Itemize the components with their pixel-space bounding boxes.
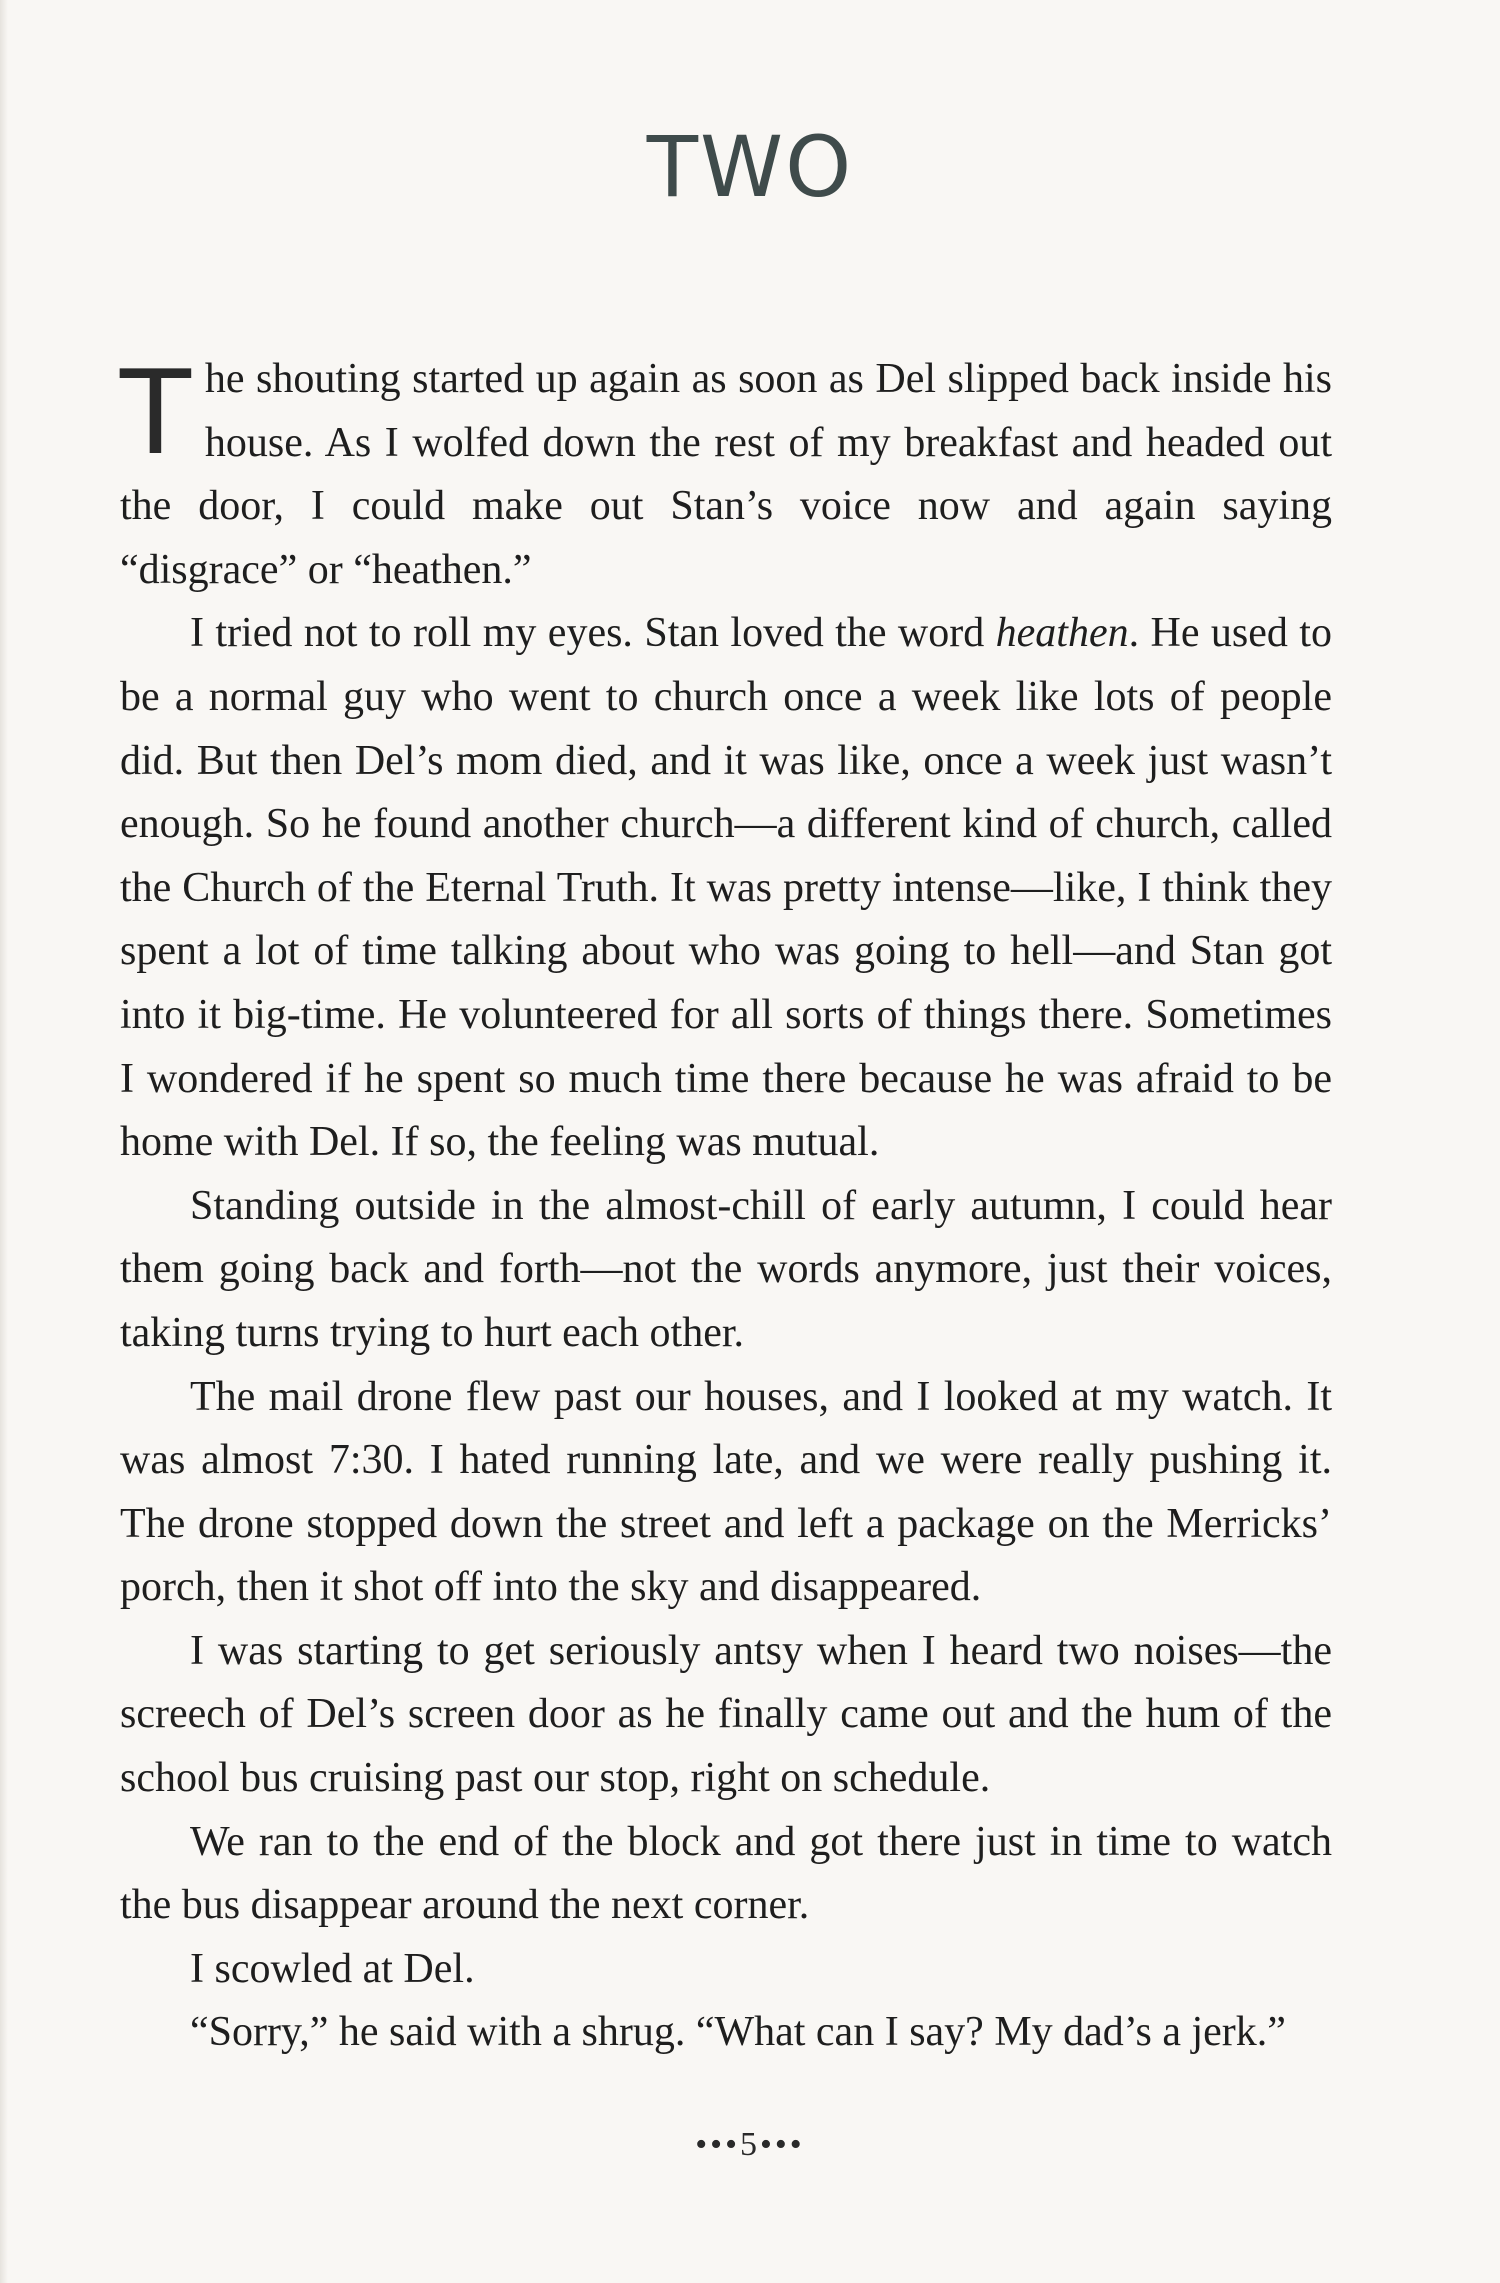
paragraph-2-text-start: I tried not to roll my eyes. Stan loved the word [190,610,996,657]
paragraph-2-text-end: . He used to be a normal guy who went to church once a week like lots of people did. But then Del’s mom died, and it was like, once a week just wasn’t enough. So he found another church—a different kind of church, called the Church of the Eternal Truth. It was pretty intense—like, I think they spent a lot of time talking about who was going to hell—and Stan got into it big-time. He volunteered for all sorts of things there. Sometimes I wondered if he spent so much time there because he was afraid to be home with Del. If so, the feeling was mutual. [120,610,1332,1166]
paragraph-4: The mail drone flew past our houses, and I looked at my watch. It was almost 7:30. I hated running late, and we were really pushing it. The drone stopped down the street and left a package on the Merricks’ porch, then it shot off into the sky and disappeared. [120,1373,1332,1611]
emphasis-heathen: heathen [995,610,1129,657]
paragraph-6: We ran to the end of the block and got there just in time to watch the bus disappear around the next corner. [120,1818,1332,1929]
paragraph-2 [120,602,1332,1174]
page-edge [0,0,8,2283]
paragraph-1-text: he shouting started up again as soon as Del slipped back inside his house. As I wolfed down the rest of my breakfast and headed out the door, I could make out Stan’s voice now and again saying “disgrace” or “heathen.” [120,356,1332,593]
page-number: •••5••• [695,2126,805,2163]
paragraph-1 [120,348,1332,602]
paragraph-8: “Sorry,” he said with a shrug. “What can I say? My dad’s a jerk.” [190,2009,1286,2056]
chapter-title: TWO [646,118,854,216]
paragraph-5: I was starting to get seriously antsy when I heard two noises—the screech of Del’s screen door as he finally came out and the hum of the school bus cruising past our stop, right on schedule. [120,1627,1332,1802]
paragraph-7: I scowled at Del. [190,1945,475,1992]
drop-cap: T [120,346,191,481]
body-text [120,348,1332,2065]
paragraph-3: Standing outside in the almost-chill of early autumn, I could hear them going back and forth—not the words anymore, just their voices, taking turns trying to hurt each other. [120,1182,1332,1356]
